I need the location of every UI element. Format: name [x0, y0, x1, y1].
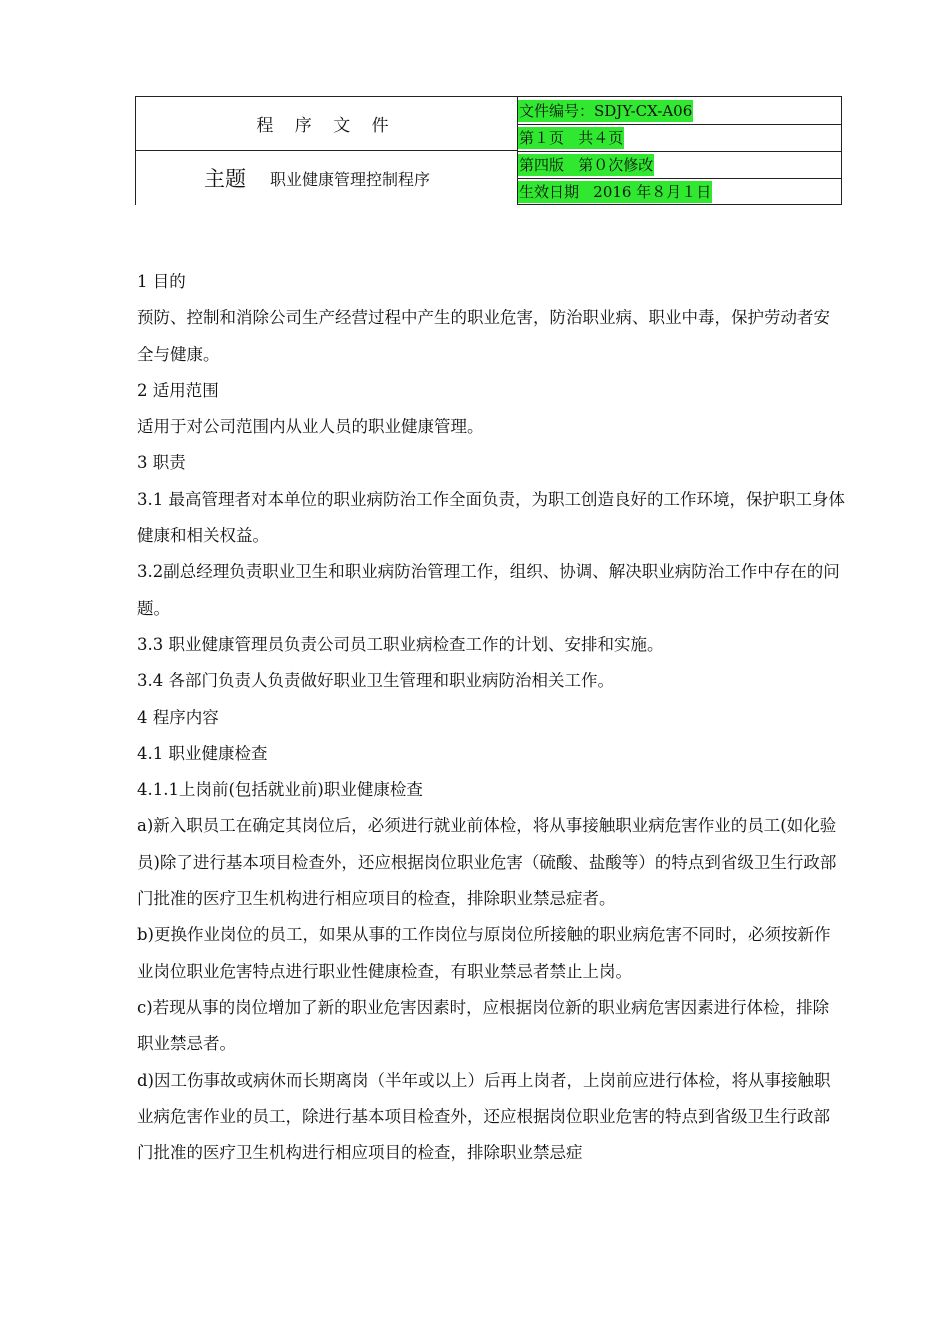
section-heading: 4 程序内容 — [137, 707, 219, 727]
section-heading: 3 职责 — [137, 453, 186, 473]
effective-date-row — [518, 178, 841, 205]
subsection-heading: 4.1.1上岗前(包括就业前)职业健康检查 — [137, 780, 423, 800]
page-info: 第１页 共４页 — [519, 129, 624, 147]
doc-number: 文件编号：SDJY-CX-A06 — [519, 101, 693, 120]
version-row — [518, 151, 841, 178]
paragraph: 预防、控制和消除公司生产经营过程中产生的职业危害，防治职业病、职业中毒，保护劳动者安全与健康。 — [137, 308, 830, 364]
effective-date: 生效日期 2016 年８月１日 — [519, 183, 712, 201]
document-header-table — [135, 96, 842, 205]
section-heading: 2 适用范围 — [137, 380, 219, 400]
document-type: 程 序 文 件 — [256, 116, 397, 136]
subject-label: 主题 — [204, 167, 246, 191]
subject-value: 职业健康管理控制程序 — [270, 169, 431, 189]
paragraph: c)若现从事的岗位增加了新的职业危害因素时，应根据岗位新的职业病危害因素进行体检，排除职业禁忌者。 — [137, 997, 830, 1054]
section-heading: 1 目的 — [137, 272, 186, 291]
document-type-cell — [135, 96, 517, 151]
paragraph: 3.1 最高管理者对本单位的职业病防治工作全面负责，为职工创造良好的工作环境，保护职工身体健康和相关权益。 — [137, 489, 845, 546]
document-body — [137, 264, 845, 1171]
document-meta-cell — [517, 96, 842, 205]
version: 第四版 第０次修改 — [519, 156, 654, 174]
paragraph: a)新入职员工在确定其岗位后，必须进行就业前体检，将从事接触职业病危害作业的员工(如化验员)除了进行基本项目检查外，还应根据岗位职业危害（硫酸、盐酸等）的特点到省级卫生行政部门批准的医疗卫生机构进行相应项目的检查，排除职业禁忌症者。 — [137, 816, 837, 909]
paragraph: b)更换作业岗位的员工，如果从事的工作岗位与原岗位所接触的职业病危害不同时，必须按新作业岗位职业危害特点进行职业性健康检查，有职业禁忌者禁止上岗。 — [137, 925, 831, 981]
paragraph: 3.4 各部门负责人负责做好职业卫生管理和职业病防治相关工作。 — [137, 671, 614, 691]
paragraph: 3.3 职业健康管理员负责公司员工职业病检查工作的计划、安排和实施。 — [137, 634, 664, 654]
doc-number-row — [518, 97, 841, 124]
subject-cell — [135, 151, 517, 205]
paragraph: 适用于对公司范围内从业人员的职业健康管理。 — [137, 417, 484, 437]
paragraph: d)因工伤事故或病休而长期离岗（半年或以上）后再上岗者，上岗前应进行体检，将从事接触职业病危害作业的员工，除进行基本项目检查外，还应根据岗位职业危害的特点到省级卫生行政部门批准的医疗卫生机构进行相应项目的检查，排除职业禁忌症 — [137, 1070, 831, 1163]
paragraph: 3.2副总经理负责职业卫生和职业病防治管理工作，组织、协调、解决职业病防治工作中存在的问题。 — [137, 562, 840, 618]
page-info-row — [518, 124, 841, 151]
subsection-heading: 4.1 职业健康检查 — [137, 743, 268, 763]
